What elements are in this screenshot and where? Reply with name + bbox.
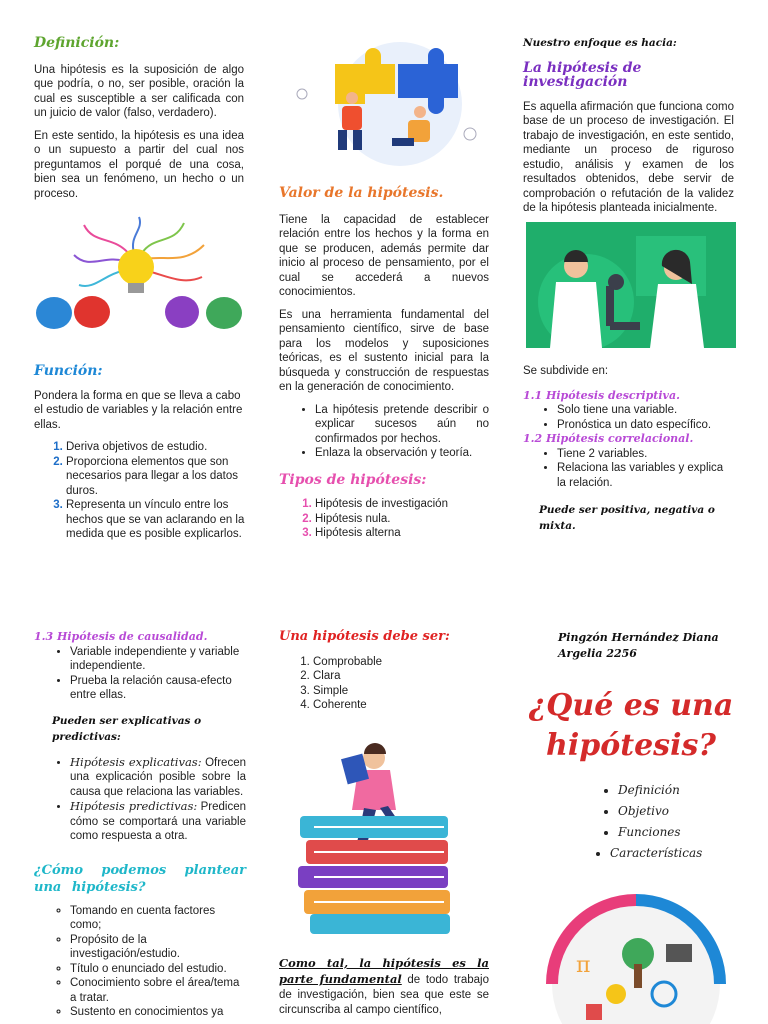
list-item: 2. Proporciona elementos que son necesarios para llegar a los datos duros.: [66, 455, 246, 499]
causalidad-list: [34, 645, 246, 703]
explicativas-label: Pueden ser explicativas o predictivas:: [52, 714, 202, 743]
correlacional-heading: 1.2 Hipótesis correlacional.: [523, 432, 694, 445]
explicativas-list: [34, 755, 246, 844]
list-item: [70, 799, 246, 844]
column-definicion: [34, 36, 244, 209]
list-item: 1. Deriva objetivos de estudio.: [66, 440, 246, 455]
definicion-heading: Definición:: [34, 35, 120, 51]
funcion-list: [34, 440, 246, 542]
definicion-paragraph-1: Una hipótesis es la suposición de algo que podría, o no, ser posible, oración la cual es susceptible a ser calificada con un juicio de valor (falso, verdadero).: [34, 63, 244, 119]
list-item: • Pronóstica un dato específico.: [557, 418, 734, 433]
column-valor: [279, 186, 489, 541]
reading-books-illustration: [294, 728, 466, 938]
definicion-paragraph-2: En este sentido, la hipótesis es una idea o un supuesto a partir del cual nos preguntamos el porqué de una cosa, bien sea un fenómeno, un hecho o un proceso.: [34, 129, 244, 200]
list-item: • Enlaza la observación y teoría.: [315, 446, 489, 461]
tipos-list: [279, 497, 489, 541]
lightbulb-paper-illustration: [34, 215, 246, 335]
debe-heading: Una hipótesis debe ser:: [279, 629, 450, 644]
funcion-paragraph: Pondera la forma en que se lleva a cabo el estudio de variables y la relación entre ellas.: [34, 389, 243, 431]
positiva-note: Puede ser positiva, negativa o mixta.: [539, 504, 715, 532]
funcion-heading: Función:: [34, 363, 103, 379]
list-item: ◦ Propósito de la investigación/estudio.: [70, 933, 246, 962]
list-item: • Relaciona las variables y explica la relación.: [557, 461, 734, 490]
science-globe-illustration: [546, 884, 726, 1024]
list-item: ◦ Tomando en cuenta factores como;: [70, 904, 246, 933]
tipos-heading: Tipos de hipótesis:: [279, 471, 427, 488]
definition: Ofrecen una explicación posible sobre la causa que relaciona las variables.: [70, 756, 246, 798]
column-debe-ser: [279, 630, 491, 713]
column-investigacion: [523, 36, 734, 224]
conclusion-text: de todo trabajo de investigación, bien sea que este se circunscriba al campo científico,: [279, 974, 489, 1016]
list-item: ◦ Conocimiento sobre el área/tema a tratar.: [70, 976, 246, 1005]
list-item: • Funciones: [618, 822, 768, 843]
list-item: • Características: [610, 843, 768, 864]
investigacion-heading: La hipótesis de investigación: [523, 59, 642, 90]
descriptiva-list: [523, 403, 734, 432]
list-item: • Solo tiene una variable.: [557, 403, 734, 418]
valor-heading: Valor de la hipótesis.: [279, 185, 444, 201]
list-item: ◦ Sustento en conocimientos ya: [70, 1005, 246, 1020]
list-item: 3. Simple: [313, 684, 491, 699]
definition: Predicen cómo se comportará una variable como respuesta a otra.: [70, 801, 246, 842]
subdivide-label: Se subdivide en:: [523, 365, 609, 377]
descriptiva-heading: 1.1 Hipótesis descriptiva.: [523, 388, 680, 402]
puzzle-teamwork-illustration: [280, 34, 489, 174]
enfoque-label: Nuestro enfoque es hacia:: [523, 37, 677, 49]
list-item: ◦ Título o enunciado del estudio.: [70, 962, 246, 977]
list-item: 3. Hipótesis alterna: [315, 526, 489, 541]
conclusion-paragraph: [279, 956, 489, 1018]
correlacional-list: [523, 447, 734, 491]
column-causalidad: [34, 630, 246, 1020]
list-item: 1. Hipótesis de investigación: [315, 497, 489, 512]
author-name: Pingzón Hernández Diana Argelia 2256: [558, 631, 719, 660]
list-item: 2. Clara: [313, 669, 491, 684]
list-item: [70, 755, 246, 800]
investigacion-paragraph: Es aquella afirmación que funciona como base de un proceso de investigación. El trabajo de investigación, en este sentido, mediante un proceso de riguroso estudio, análisis y examen de los resultados obtenidos, debe servir de comprobación o refutación de la validez de la hipótesis planteada inicialmente.: [523, 100, 734, 214]
term: Hipótesis predictivas:: [70, 799, 198, 813]
column-cover: [558, 630, 738, 662]
list-item: 3. Representa un vínculo entre los hechos que se van aclarando en la medida que es posible explicarlos.: [66, 498, 246, 542]
scientists-illustration: [526, 222, 736, 348]
cover-topics: [580, 780, 768, 864]
svg-text:π: π: [576, 953, 591, 978]
list-item: • Variable independiente y variable independiente.: [70, 645, 246, 674]
list-item: • Tiene 2 variables.: [557, 447, 734, 462]
list-item: • Objetivo: [618, 801, 768, 822]
list-item: 1. Comprobable: [313, 655, 491, 670]
list-item: • Prueba la relación causa-efecto entre ellas.: [70, 674, 246, 703]
valor-bullets: [279, 403, 489, 461]
valor-paragraph-1: Tiene la capacidad de establecer relación entre los hechos y la forma en que se producen, además permite dar inicio al proceso de pensamiento, por el cual se accederá a nuevos conocimientos.: [279, 213, 489, 298]
list-item: • Definición: [618, 780, 768, 801]
term: Hipótesis explicativas:: [70, 754, 202, 769]
list-item: 2. Hipótesis nula.: [315, 512, 489, 527]
column-subdivide: [523, 364, 734, 534]
conclusion-bold: Como tal, la hipótesis es la parte fundamental: [279, 956, 489, 986]
como-list: [34, 904, 246, 1020]
debe-list: [279, 655, 491, 713]
como-heading: ¿Cómo podemos plantear una hipótesis?: [34, 862, 246, 895]
causalidad-heading: 1.3 Hipótesis de causalidad.: [34, 630, 208, 643]
column-funcion: [34, 364, 246, 542]
list-item: 4. Coherente: [313, 698, 491, 713]
cover-title: ¿Qué es una hipótesis?: [528, 688, 734, 763]
valor-paragraph-2: Es una herramienta fundamental del pensamiento científico, sirve de base para los modelos y suposiciones teóricas, es el sustento inicial para la búsqueda y construcción de respuestas en la generación de conocimiento.: [279, 308, 489, 393]
list-item: • La hipótesis pretende describir o explicar sucesos aún no confirmados por hechos.: [315, 403, 489, 447]
